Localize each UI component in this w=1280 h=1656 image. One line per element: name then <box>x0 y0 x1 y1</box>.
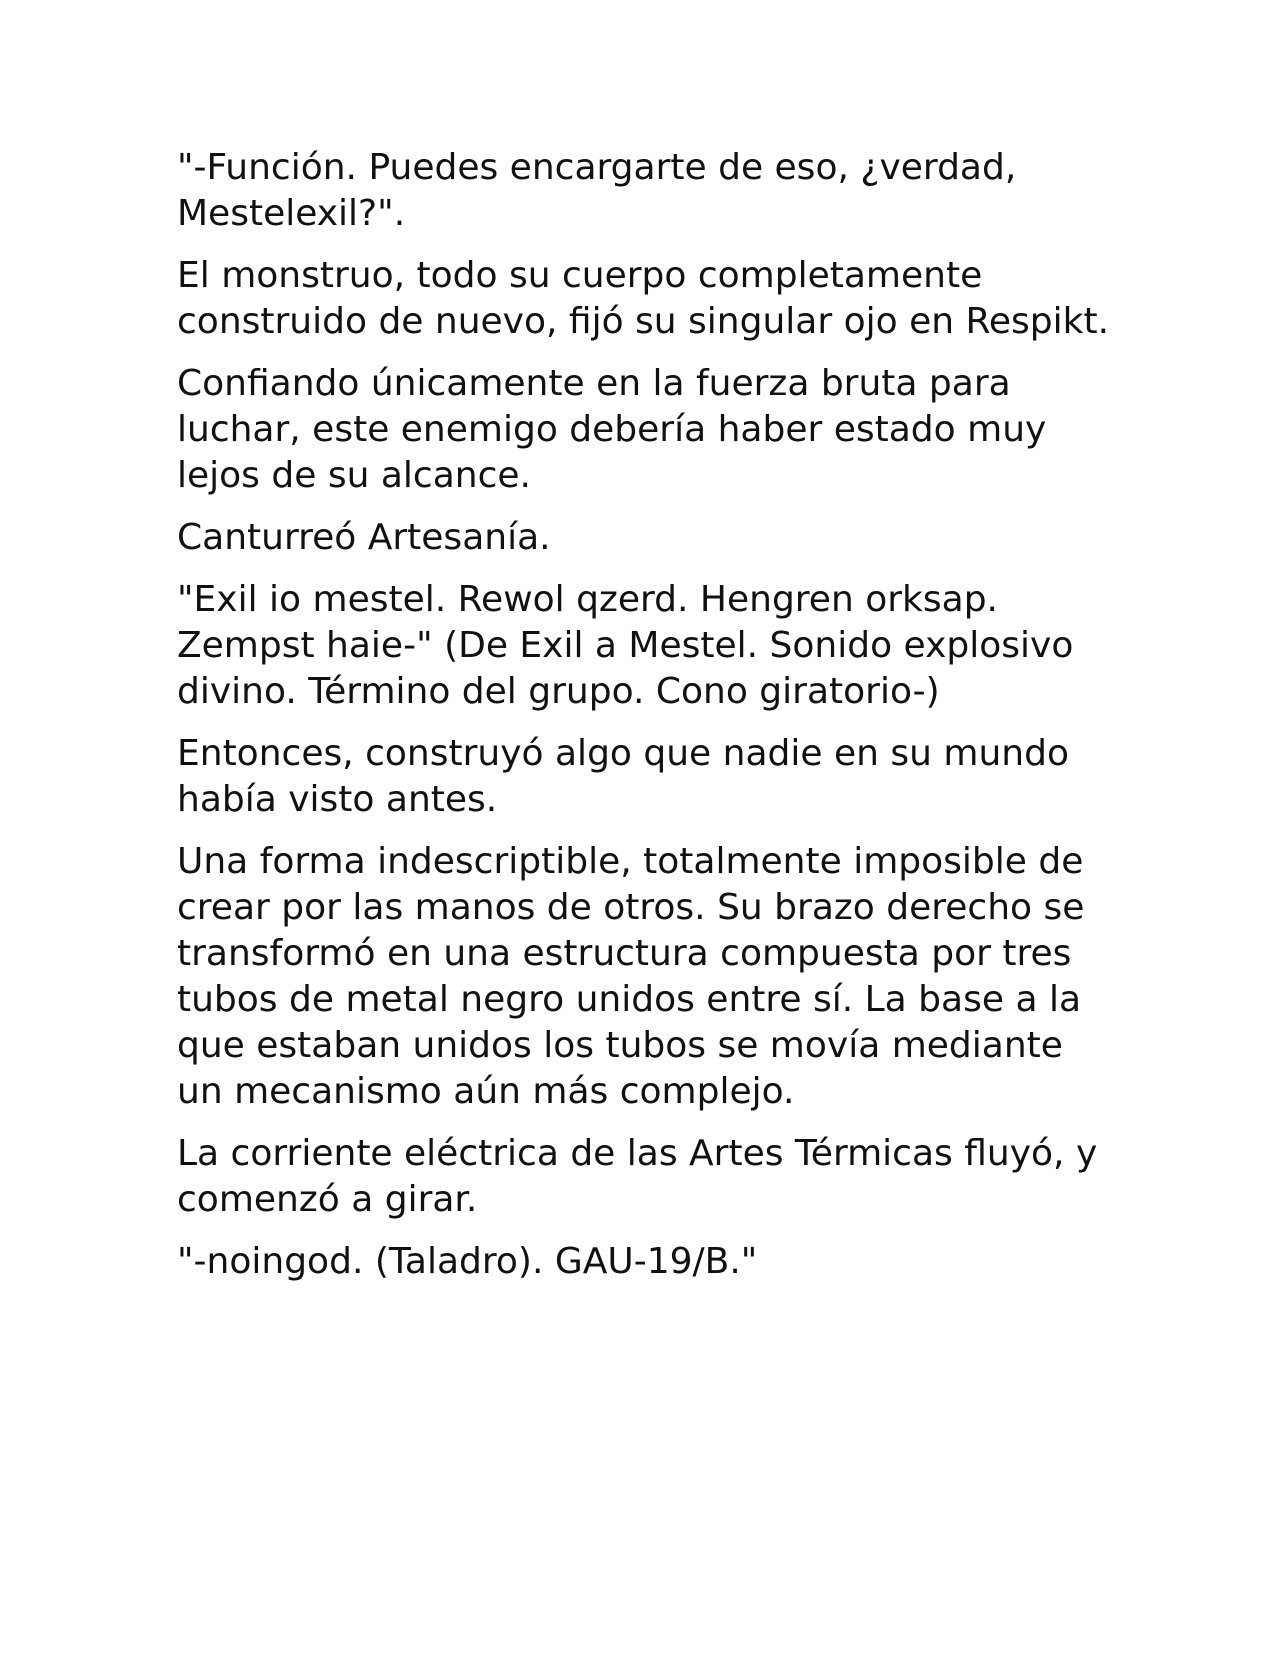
paragraph: "-Función. Puedes encargarte de eso, ¿verdad, Mestelexil?". <box>177 147 1017 234</box>
paragraph: Una forma indescriptible, totalmente imposible de crear por las manos de otros. Su brazo derecho se transformó en una estructura compuesta por tres tubos de metal negro unidos entre sí. La base a la que estaban unidos los tubos se movía mediante un mecanismo aún más complejo. <box>177 841 1085 1112</box>
paragraph: Canturreó Artesanía. <box>177 517 551 558</box>
paragraph: "-noingod. (Taladro). GAU-19/B." <box>177 1241 758 1282</box>
document-page <box>177 145 1117 1301</box>
paragraph: Confiando únicamente en la fuerza bruta para luchar, este enemigo debería haber estado muy lejos de su alcance. <box>177 363 1047 496</box>
paragraph: El monstruo, todo su cuerpo completamente construido de nuevo, fijó su singular ojo en Respikt. <box>177 255 1110 342</box>
paragraph: La corriente eléctrica de las Artes Térmicas fluyó, y comenzó a girar. <box>177 1133 1098 1220</box>
paragraph: "Exil io mestel. Rewol qzerd. Hengren orksap. Zempst haie-" (De Exil a Mestel. Sonido explosivo divino. Término del grupo. Cono giratorio-) <box>177 579 1074 712</box>
paragraph: Entonces, construyó algo que nadie en su mundo había visto antes. <box>177 733 1069 820</box>
